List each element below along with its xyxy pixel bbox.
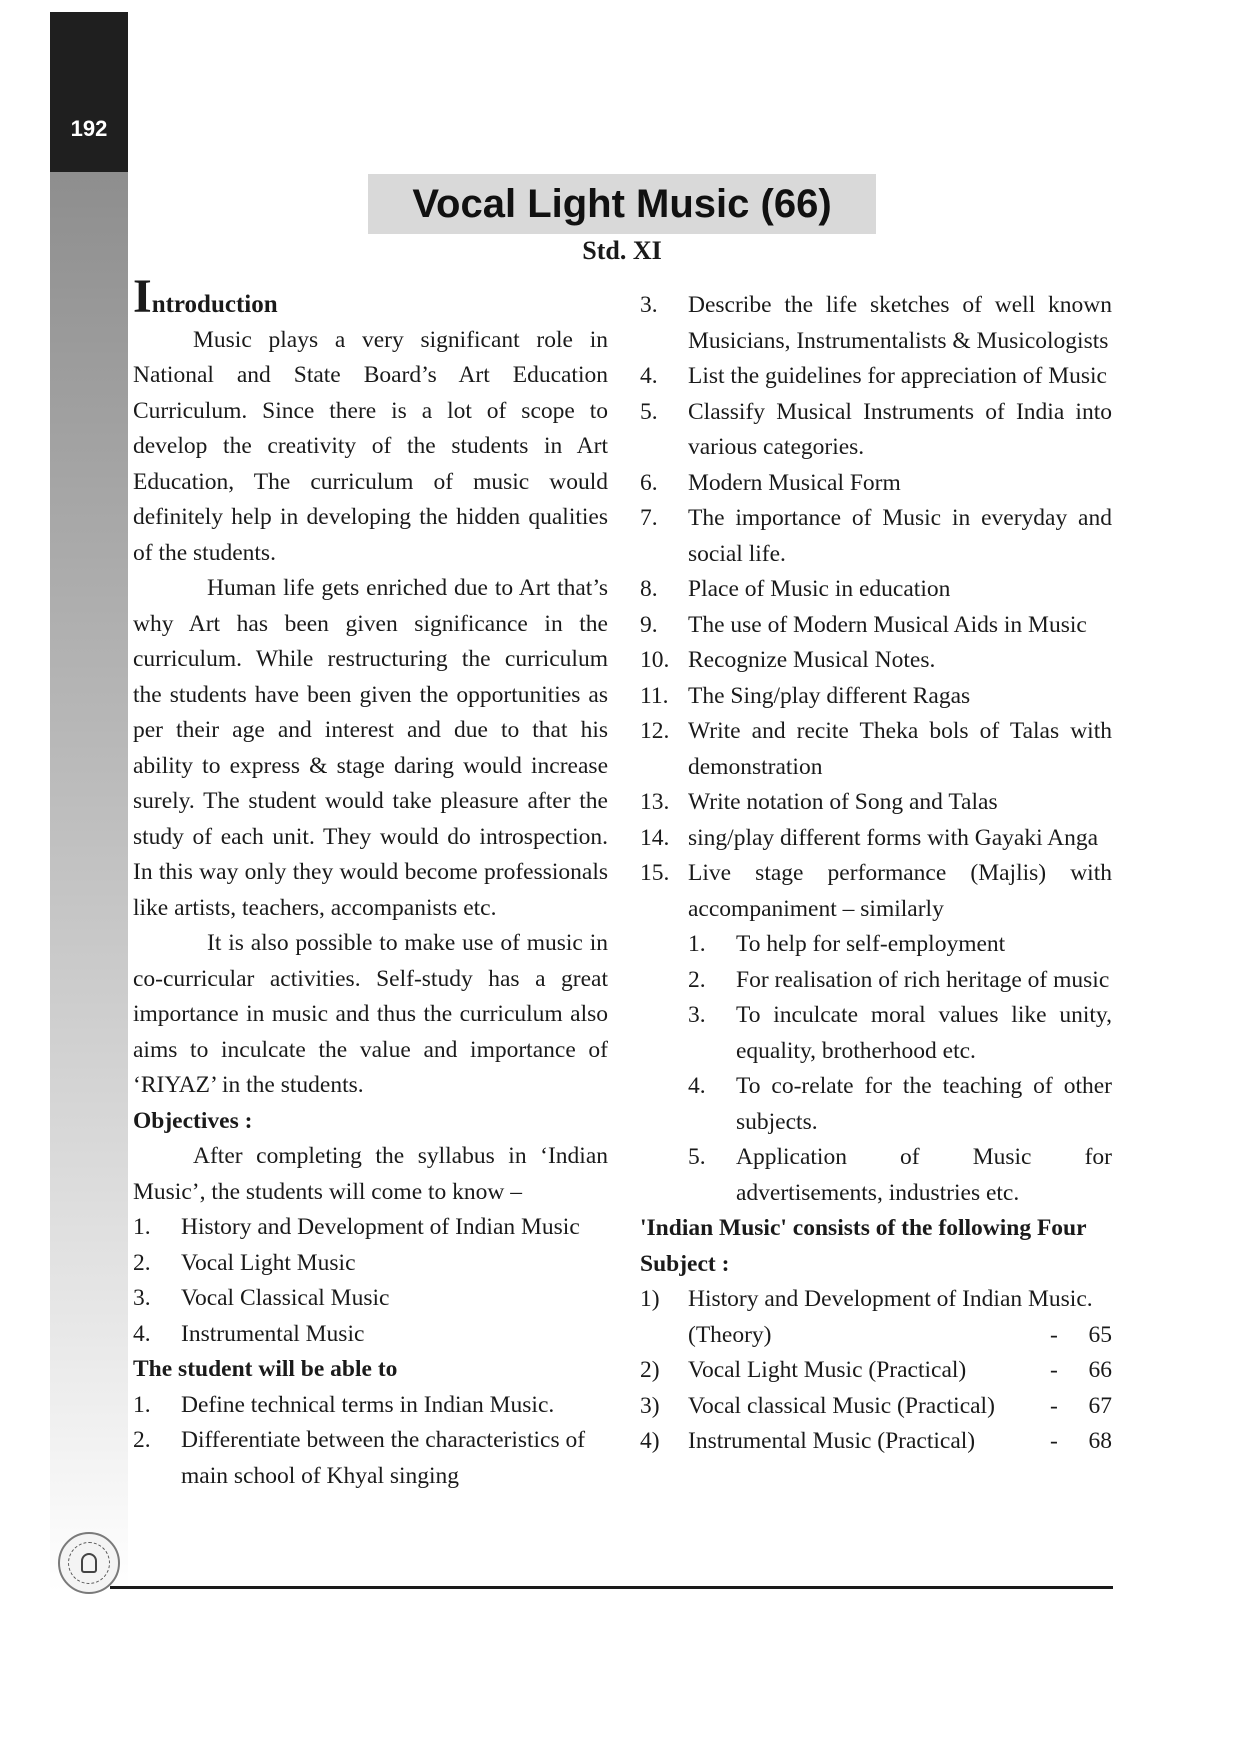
able-number: 15. bbox=[640, 860, 670, 886]
sub-item-text: For realisation of rich heritage of music bbox=[736, 966, 1110, 993]
intro-heading-rest: ntroduction bbox=[151, 291, 278, 318]
able-text: The use of Modern Musical Aids in Music bbox=[688, 611, 1087, 638]
objective-number: 2. bbox=[133, 1249, 151, 1276]
page-subtitle: Std. XI bbox=[582, 236, 662, 265]
able-item bbox=[640, 359, 1112, 395]
able-number: 5. bbox=[640, 398, 658, 425]
able-item bbox=[640, 288, 1112, 359]
able-text: Describe the life sketches of well known Musicians, Instrumentalists & Musicologists bbox=[688, 292, 1112, 354]
able-item bbox=[133, 1388, 608, 1424]
subject-number: 1) bbox=[640, 1286, 660, 1312]
able-number: 2. bbox=[133, 1427, 151, 1453]
objective-text: Vocal Classical Music bbox=[181, 1285, 390, 1311]
subject-code: 67 bbox=[1088, 1392, 1112, 1419]
able-number: 3. bbox=[640, 292, 658, 318]
able-number: 9. bbox=[640, 611, 658, 638]
subject-code: 65 bbox=[1088, 1321, 1112, 1348]
objective-text: History and Development of Indian Music bbox=[181, 1214, 580, 1240]
able-text: The Sing/play different Ragas bbox=[688, 682, 971, 709]
sub-item-text: To inculcate moral values like unity, equality, brotherhood etc. bbox=[736, 1002, 1112, 1064]
sub-item bbox=[640, 1069, 1112, 1140]
intro-paragraph-1: Music plays a very significant role in National and State Board’s Art Education Curriculum. Since there is a lot of scope to develop the creativity of the students in Art Education, The curriculum of music would definitely help in developing the hidden qualities of the students. bbox=[133, 326, 608, 566]
right-column bbox=[640, 288, 1112, 1460]
able-text: The importance of Music in everyday and social life. bbox=[688, 505, 1112, 567]
page-number: 192 bbox=[70, 116, 108, 141]
subject-text: History and Development of Indian Music. bbox=[688, 1286, 1093, 1312]
subject-dash: - bbox=[1050, 1321, 1058, 1348]
able-number: 12. bbox=[640, 718, 670, 744]
sub-item bbox=[640, 998, 1112, 1069]
sub-item bbox=[640, 963, 1112, 999]
able-item bbox=[640, 714, 1112, 785]
intro-heading bbox=[133, 270, 608, 323]
sidebar-dark-block bbox=[50, 12, 128, 172]
able-text: Place of Music in education bbox=[688, 576, 951, 602]
able-item bbox=[640, 821, 1112, 857]
able-text: List the guidelines for appreciation of Music bbox=[688, 363, 1107, 389]
sub-item-text: To help for self-employment bbox=[736, 931, 1006, 957]
able-text: Differentiate between the characteristics of main school of Khyal singing bbox=[181, 1427, 586, 1489]
objectives-lead: After completing the syllabus in ‘Indian Music’, the students will come to know – bbox=[133, 1143, 608, 1205]
subject-text: Vocal classical Music (Practical) bbox=[688, 1392, 995, 1419]
subject-number-blank bbox=[640, 1318, 688, 1354]
able-text: Live stage performance (Majlis) with accompaniment – similarly bbox=[688, 860, 1112, 922]
intro-dropcap: I bbox=[133, 270, 152, 323]
subject-dash: - bbox=[1050, 1357, 1058, 1383]
subject-dash: - bbox=[1050, 1428, 1058, 1454]
subject-text: Vocal Light Music (Practical) bbox=[688, 1357, 967, 1383]
sub-item-text: To co-relate for the teaching of other subjects. bbox=[736, 1073, 1112, 1135]
sub-item-number: 3. bbox=[688, 1002, 706, 1028]
able-text: Write notation of Song and Talas bbox=[688, 789, 998, 815]
sub-item-number: 4. bbox=[688, 1073, 706, 1099]
able-number: 14. bbox=[640, 824, 670, 851]
page-title: Vocal Light Music (66) bbox=[368, 174, 876, 234]
emblem-seal-icon bbox=[58, 1532, 120, 1594]
able-item bbox=[133, 1423, 608, 1494]
objective-number: 4. bbox=[133, 1320, 151, 1347]
sub-item-number: 2. bbox=[688, 966, 706, 993]
subject-code: 68 bbox=[1088, 1428, 1112, 1454]
sub-item-number: 5. bbox=[688, 1144, 706, 1170]
sub-item bbox=[640, 1140, 1112, 1211]
sidebar-gradient-strip bbox=[50, 172, 128, 1592]
subject-row bbox=[640, 1424, 1112, 1460]
objective-text: Vocal Light Music bbox=[181, 1249, 356, 1276]
able-number: 8. bbox=[640, 576, 658, 602]
able-number: 1. bbox=[133, 1391, 151, 1418]
able-text: Modern Musical Form bbox=[688, 469, 901, 496]
objective-item bbox=[133, 1317, 608, 1353]
bottom-rule bbox=[110, 1586, 1113, 1589]
subject-row bbox=[640, 1353, 1112, 1389]
objective-text: Instrumental Music bbox=[181, 1320, 365, 1347]
able-number: 10. bbox=[640, 647, 670, 673]
objective-item bbox=[133, 1281, 608, 1317]
able-number: 7. bbox=[640, 505, 658, 531]
able-item bbox=[640, 679, 1112, 715]
subject-number: 2) bbox=[640, 1357, 660, 1383]
able-item bbox=[640, 395, 1112, 466]
left-column bbox=[133, 270, 608, 1494]
sub-item-text: Application of Music for advertisements, industries etc. bbox=[736, 1144, 1112, 1206]
able-text: Recognize Musical Notes. bbox=[688, 647, 936, 673]
objective-item bbox=[133, 1210, 608, 1246]
subject-row bbox=[640, 1282, 1112, 1318]
intro-paragraph-3: It is also possible to make use of music in co-curricular activities. Self-study has a great importance in music and thus the curriculum also aims to inculcate the value and importance of ‘RIYAZ’ in the students. bbox=[133, 930, 608, 1098]
able-item bbox=[640, 785, 1112, 821]
intro-paragraph-2: Human life gets enriched due to Art that’s why Art has been given significance in the curriculum. While restructuring the curriculum the students have been given the opportunities as per their age and interest and due to that his ability to express & stage daring would increase surely. The student would take pleasure after the study of each unit. They would do introspection. In this way only they would become professionals like artists, teachers, accompanists etc. bbox=[133, 575, 608, 921]
able-text: sing/play different forms with Gayaki Anga bbox=[688, 824, 1099, 851]
objective-number: 1. bbox=[133, 1214, 151, 1240]
subject-text-continued: (Theory) bbox=[688, 1321, 772, 1348]
sub-item bbox=[640, 927, 1112, 963]
objective-number: 3. bbox=[133, 1285, 151, 1311]
able-item bbox=[640, 501, 1112, 572]
able-text: Define technical terms in Indian Music. bbox=[181, 1391, 555, 1418]
seal-core bbox=[81, 1553, 97, 1573]
objectives-heading: Objectives : bbox=[133, 1107, 253, 1134]
able-number: 13. bbox=[640, 789, 670, 815]
subject-dash: - bbox=[1050, 1392, 1058, 1419]
able-item bbox=[640, 856, 1112, 927]
subject-code: 66 bbox=[1088, 1357, 1112, 1383]
able-item bbox=[640, 608, 1112, 644]
able-item bbox=[640, 466, 1112, 502]
subjects-heading: 'Indian Music' consists of the following Four Subject : bbox=[640, 1215, 1087, 1277]
subject-text: Instrumental Music (Practical) bbox=[688, 1428, 976, 1454]
able-heading: The student will be able to bbox=[133, 1356, 398, 1382]
able-text: Write and recite Theka bols of Talas with demonstration bbox=[688, 718, 1112, 780]
objective-item bbox=[133, 1246, 608, 1282]
able-number: 6. bbox=[640, 469, 658, 496]
able-text: Classify Musical Instruments of India into various categories. bbox=[688, 398, 1112, 460]
able-number: 4. bbox=[640, 363, 658, 389]
able-item bbox=[640, 643, 1112, 679]
able-item bbox=[640, 572, 1112, 608]
subject-number: 4) bbox=[640, 1428, 660, 1454]
subject-row bbox=[640, 1318, 1112, 1354]
subject-row bbox=[640, 1389, 1112, 1425]
subject-number: 3) bbox=[640, 1392, 660, 1419]
sub-item-number: 1. bbox=[688, 931, 706, 957]
able-number: 11. bbox=[640, 682, 669, 709]
